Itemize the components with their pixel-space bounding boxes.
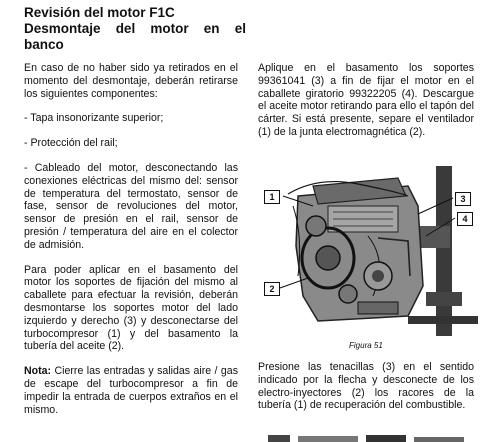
callout-3: 3 (455, 192, 471, 206)
title-word: en (203, 21, 220, 36)
list-item: - Cableado del motor, desconectando las conexiones eléctricas del mismo del: sensor de temperatura del termostato, sensor de fase, sensor de revoluciones del motor, sensor de presión en el rail, sensor de presión / temperatura del aire en el colector de admisión. (24, 161, 238, 251)
support-mount-paragraph: Aplique en el basamento los soportes 99361041 (3) a fin de fijar el motor en el caballete giratorio 99322205 (4). Descargue el aceite motor retirando para ello el tapón del cárter. Si está presente, separe el ventilador (1) de la junta electromagnética (2). (258, 62, 474, 138)
injector-paragraph: Presione las tenacillas (3) en el sentido indicado por la flecha y desconecte de los electro-inyectores (2) los racores de la tubería (1) de recuperación del combustible. (258, 361, 474, 412)
right-column (258, 62, 474, 151)
title-line-2 (24, 21, 246, 37)
title-word: Desmontaje (24, 21, 101, 36)
title-line-1: Revisión del motor F1C (24, 5, 175, 20)
callout-1: 1 (264, 190, 280, 204)
engine-figure (258, 166, 478, 336)
section-title (24, 5, 246, 53)
callout-4: 4 (457, 212, 473, 226)
title-word: el (234, 21, 246, 36)
intro-paragraph: En caso de no haber sido ya retirados en el momento del desmontaje, deberán retirarse los siguientes componentes: (24, 62, 238, 100)
list-item: - Protección del rail; (24, 137, 118, 150)
note-label: Nota: (24, 365, 52, 378)
title-line-3: banco (24, 37, 64, 52)
figure-caption: Figura 51 (349, 341, 383, 350)
note-paragraph (24, 365, 238, 416)
note-text: Cierre las entradas y salidas aire / gas de escape del turbocompresor a fin de impedir la entrada de cuerpos extraños en el mismo. (24, 365, 238, 416)
next-figure-edge (258, 432, 474, 442)
callout-2: 2 (264, 282, 280, 296)
title-word: motor (150, 21, 189, 36)
title-word: del (115, 21, 136, 36)
support-paragraph: Para poder aplicar en el basamento del motor los soportes de fijación del mismo al caballete para efectuar la revisión, deberán desmontarse los soportes motor del lado izquierdo y derecho (3) y desconectarse del turbocompresor (1) y del basamento la tubería del aceite (2). (24, 263, 238, 353)
left-column (24, 62, 238, 428)
list-item: - Tapa insonorizante superior; (24, 112, 164, 125)
